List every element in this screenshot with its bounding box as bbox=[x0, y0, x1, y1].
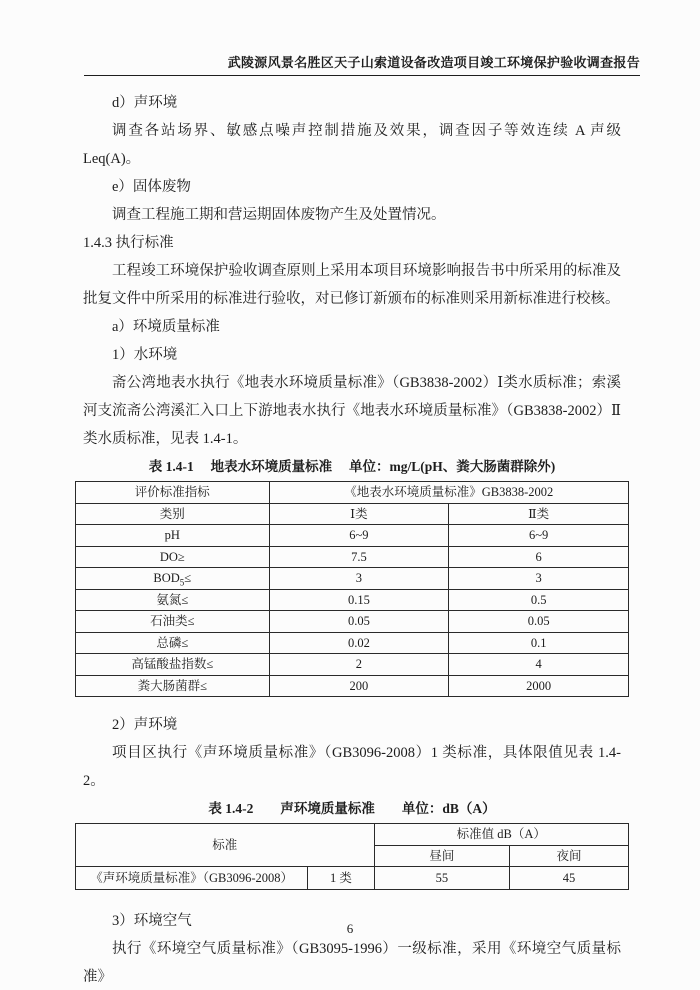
list-item-2: 2）声环境 bbox=[112, 717, 178, 733]
table-cell: DO≥ bbox=[76, 546, 270, 568]
table-cell: 0.05 bbox=[449, 611, 629, 633]
paragraph-air-standard: 执行《环境空气质量标准》（GB3095-1996）一级标准，采用《环境空气质量标准》 bbox=[83, 941, 621, 985]
paragraph-noise-survey: 调查各站场界、敏感点噪声控制措施及效果，调查因子等效连续 A 声级 Leq(A)。 bbox=[83, 123, 621, 167]
table-cell: 标准 bbox=[76, 824, 375, 867]
table-cell: 夜间 bbox=[510, 845, 629, 867]
table-row bbox=[76, 482, 629, 504]
paragraph-solid-waste: 调查工程施工期和营运期固体废物产生及处置情况。 bbox=[112, 207, 446, 223]
table-row bbox=[76, 503, 629, 525]
table-row bbox=[76, 654, 629, 676]
table-row bbox=[76, 675, 629, 697]
table-cell: 55 bbox=[374, 867, 509, 890]
table-cell: 4 bbox=[449, 654, 629, 676]
table-cell: 7.5 bbox=[269, 546, 449, 568]
list-item-a: a）环境质量标准 bbox=[112, 319, 220, 335]
table-row bbox=[76, 867, 629, 890]
table2-caption: 表 1.4-2 声环境质量标准 单位：dB（A） bbox=[208, 801, 496, 816]
table-cell: 0.15 bbox=[269, 589, 449, 611]
table-cell: 高锰酸盐指数≤ bbox=[76, 654, 270, 676]
bod-subscript: 5 bbox=[179, 577, 185, 588]
list-item-e: e）固体废物 bbox=[112, 179, 191, 195]
table-cell: pH bbox=[76, 525, 270, 547]
table-cell: 3 bbox=[449, 568, 629, 590]
table-cell: 3 bbox=[269, 568, 449, 590]
page-number: 6 bbox=[346, 921, 354, 936]
section-heading-143: 1.4.3 执行标准 bbox=[83, 235, 174, 251]
table-cell: Ⅱ类 bbox=[449, 503, 629, 525]
table-cell: 45 bbox=[510, 867, 629, 890]
list-item-d: d）声环境 bbox=[112, 95, 178, 111]
surface-water-standard-table bbox=[75, 481, 629, 697]
table-cell: 昼间 bbox=[374, 845, 509, 867]
table-cell: 粪大肠菌群≤ bbox=[76, 675, 270, 697]
table-cell: 6~9 bbox=[269, 525, 449, 547]
table-row bbox=[76, 632, 629, 654]
report-title: 武陵源风景名胜区天子山索道设备改造项目竣工环境保护验收调查报告 bbox=[227, 55, 640, 70]
table-row bbox=[76, 611, 629, 633]
table-cell: 总磷≤ bbox=[76, 632, 270, 654]
paragraph-noise-standard: 项目区执行《声环境质量标准》（GB3096-2008）1 类标准，具体限值见表 1.4-2。 bbox=[83, 745, 621, 789]
table-cell: 类别 bbox=[76, 503, 270, 525]
list-item-3: 3）环境空气 bbox=[112, 913, 192, 929]
paragraph-water-standard: 斋公湾地表水执行《地表水环境质量标准》（GB3838-2002）Ⅰ类水质标准；索溪河支流斋公湾溪汇入口上下游地表水执行《地表水环境质量标准》（GB3838-2002）Ⅱ类水质标准，见表 1.4-1。 bbox=[83, 375, 621, 447]
table-cell: 氨氮≤ bbox=[76, 589, 270, 611]
table-row bbox=[76, 568, 629, 590]
bod-operator: ≤ bbox=[184, 571, 192, 586]
table-cell: 标准值 dB（A） bbox=[374, 824, 628, 846]
table-cell: Ⅰ类 bbox=[269, 503, 449, 525]
table-row bbox=[76, 589, 629, 611]
table-cell: 评价标准指标 bbox=[76, 482, 270, 504]
table-cell: 0.02 bbox=[269, 632, 449, 654]
table-cell bbox=[76, 568, 270, 590]
table-cell: 《声环境质量标准》（GB3096-2008） bbox=[76, 867, 308, 890]
table-cell: 2 bbox=[269, 654, 449, 676]
table-cell: 0.1 bbox=[449, 632, 629, 654]
page-header bbox=[84, 52, 640, 76]
table-row bbox=[76, 546, 629, 568]
bod-label: BOD bbox=[153, 571, 180, 586]
table-row bbox=[76, 525, 629, 547]
table-row bbox=[76, 824, 629, 846]
noise-standard-table bbox=[75, 823, 629, 890]
table1-caption: 表 1.4-1 地表水环境质量标准 单位：mg/L(pH、粪大肠菌群除外) bbox=[148, 459, 556, 474]
list-item-1: 1）水环境 bbox=[112, 347, 178, 363]
table-cell: 石油类≤ bbox=[76, 611, 270, 633]
table-cell: 0.05 bbox=[269, 611, 449, 633]
paragraph-standard-principle: 工程竣工环境保护验收调查原则上采用本项目环境影响报告书中所采用的标准及批复文件中所采用的标准进行验收，对已修订新颁布的标准则采用新标准进行校核。 bbox=[83, 263, 621, 307]
table-cell: 1 类 bbox=[308, 867, 374, 890]
table-cell: 6 bbox=[449, 546, 629, 568]
page-body bbox=[75, 89, 629, 990]
table-cell: 2000 bbox=[449, 675, 629, 697]
table-cell: 0.5 bbox=[449, 589, 629, 611]
table-cell: 6~9 bbox=[449, 525, 629, 547]
table-cell: 《地表水环境质量标准》GB3838-2002 bbox=[269, 482, 628, 504]
page-footer bbox=[0, 921, 700, 937]
table-cell: 200 bbox=[269, 675, 449, 697]
